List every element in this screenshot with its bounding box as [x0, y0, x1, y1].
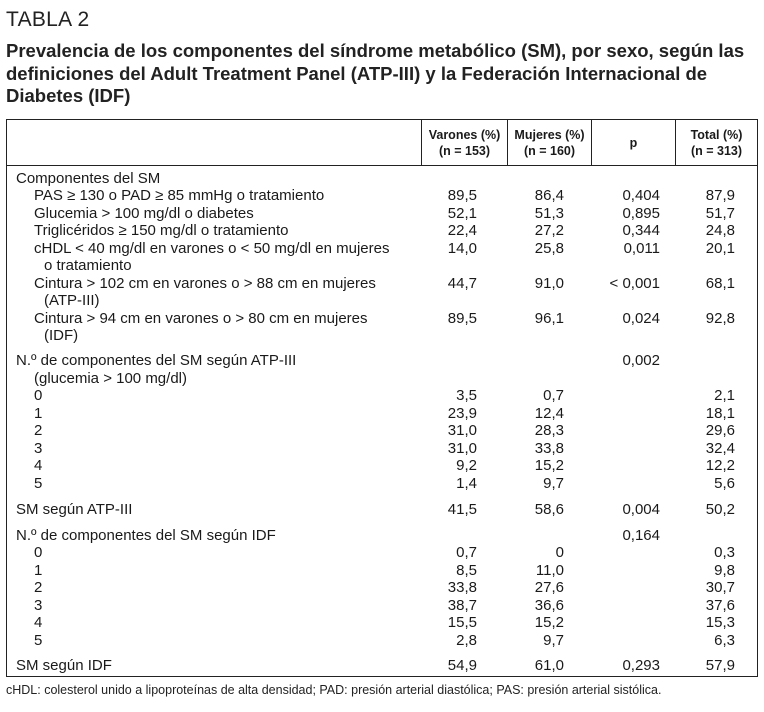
cell-mujeres: 12,4: [534, 405, 564, 422]
table-header: [7, 120, 757, 166]
header-varones-label: Varones (%): [428, 127, 501, 142]
cell-varones: 3,5: [456, 387, 477, 404]
cell-p: 0,344: [622, 222, 660, 239]
cell-varones: 54,9: [447, 657, 477, 674]
row-label: 3: [34, 597, 43, 614]
header-p: [591, 120, 675, 165]
row-label: 4: [34, 457, 43, 474]
cell-varones: 38,7: [447, 597, 477, 614]
cell-total: 37,6: [705, 597, 735, 614]
cell-p: 0,011: [623, 240, 660, 257]
table-title: Prevalencia de los componentes del síndrome metabólico (SM), por sexo, según las definiciones del Adult Treatment Panel (ATP-III) y la Federación Internacional de Diabetes (IDF): [6, 40, 745, 106]
row-label: 5: [34, 632, 43, 649]
cell-total: 30,7: [705, 579, 735, 596]
row-label: Triglicéridos ≥ 150 mg/dl o tratamiento: [34, 222, 289, 239]
cell-total: 57,9: [705, 657, 735, 674]
cell-mujeres: 36,6: [534, 597, 564, 614]
row-label: SM según IDF: [16, 657, 112, 674]
row-label: N.º de componentes del SM según IDF: [16, 527, 276, 544]
cell-p: 0,404: [622, 187, 660, 204]
header-varones-n: (n = 153): [438, 143, 491, 158]
row-label: SM según ATP-III: [16, 501, 133, 518]
header-varones: [421, 120, 507, 165]
cell-varones: 0,7: [456, 544, 477, 561]
cell-varones: 89,5: [447, 310, 477, 327]
cell-mujeres: 51,3: [534, 205, 564, 222]
cell-mujeres: 9,7: [543, 632, 564, 649]
row-label: 1: [34, 405, 43, 422]
row-label: 2: [34, 579, 43, 596]
header-p-label: p: [629, 135, 638, 150]
cell-total: 87,9: [705, 187, 735, 204]
cell-mujeres: 15,2: [534, 614, 564, 631]
row-label: 3: [34, 440, 43, 457]
cell-total: 20,1: [705, 240, 735, 257]
cell-varones: 52,1: [447, 205, 477, 222]
row-label: 5: [34, 475, 43, 492]
cell-p: 0,164: [622, 527, 660, 544]
cell-varones: 31,0: [447, 440, 477, 457]
header-mujeres-n: (n = 160): [523, 143, 576, 158]
cell-total: 12,2: [705, 457, 735, 474]
cell-mujeres: 96,1: [534, 310, 564, 327]
footnote: cHDL: colesterol unido a lipoproteínas de alta densidad; PAD: presión arterial diastólica; PAS: presión arterial sistólica.: [6, 683, 662, 697]
cell-total: 9,8: [714, 562, 735, 579]
cell-total: 32,4: [705, 440, 735, 457]
cell-total: 2,1: [714, 387, 735, 404]
row-label: cHDL < 40 mg/dl en varones o < 50 mg/dl en mujeres: [34, 240, 390, 257]
cell-mujeres: 86,4: [534, 187, 564, 204]
cell-varones: 14,0: [447, 240, 477, 257]
cell-mujeres: 27,6: [534, 579, 564, 596]
cell-total: 24,8: [705, 222, 735, 239]
cell-mujeres: 15,2: [534, 457, 564, 474]
cell-total: 0,3: [714, 544, 735, 561]
row-label: 0: [34, 387, 43, 404]
cell-mujeres: 9,7: [543, 475, 564, 492]
cell-total: 5,6: [714, 475, 735, 492]
header-total-n: (n = 313): [690, 143, 743, 158]
cell-total: 15,3: [705, 614, 735, 631]
cell-mujeres: 58,6: [534, 501, 564, 518]
row-label: o tratamiento: [44, 257, 132, 274]
cell-varones: 2,8: [456, 632, 477, 649]
cell-mujeres: 0,7: [543, 387, 564, 404]
table-label: TABLA 2: [6, 8, 90, 31]
cell-p: < 0,001: [609, 275, 660, 292]
cell-mujeres: 91,0: [534, 275, 564, 292]
cell-p: 0,895: [622, 205, 660, 222]
cell-mujeres: 0: [555, 544, 564, 561]
cell-varones: 1,4: [456, 475, 477, 492]
cell-varones: 31,0: [447, 422, 477, 439]
cell-p: 0,004: [622, 501, 660, 518]
row-label: 4: [34, 614, 43, 631]
cell-mujeres: 11,0: [535, 562, 564, 579]
row-label: N.º de componentes del SM según ATP-III: [16, 352, 297, 369]
cell-total: 92,8: [705, 310, 735, 327]
cell-varones: 89,5: [447, 187, 477, 204]
row-label: Cintura > 102 cm en varones o > 88 cm en mujeres: [34, 275, 376, 292]
header-total-label: Total (%): [690, 127, 743, 142]
row-label: (ATP-III): [44, 292, 100, 309]
row-label: 0: [34, 544, 43, 561]
cell-total: 68,1: [705, 275, 735, 292]
cell-mujeres: 61,0: [534, 657, 564, 674]
data-table: [6, 119, 758, 677]
header-mujeres-label: Mujeres (%): [514, 127, 585, 142]
row-label: Componentes del SM: [16, 170, 161, 187]
cell-varones: 23,9: [447, 405, 477, 422]
cell-varones: 22,4: [447, 222, 477, 239]
cell-total: 50,2: [705, 501, 735, 518]
cell-mujeres: 33,8: [534, 440, 564, 457]
row-label: 1: [34, 562, 43, 579]
cell-mujeres: 28,3: [534, 422, 564, 439]
row-label: (glucemia > 100 mg/dl): [34, 370, 187, 387]
cell-varones: 33,8: [447, 579, 477, 596]
row-label: Glucemia > 100 mg/dl o diabetes: [34, 205, 254, 222]
cell-varones: 8,5: [456, 562, 477, 579]
row-label: PAS ≥ 130 o PAD ≥ 85 mmHg o tratamiento: [34, 187, 325, 204]
row-label: (IDF): [44, 327, 79, 344]
cell-varones: 9,2: [456, 457, 477, 474]
row-label: 2: [34, 422, 43, 439]
cell-varones: 15,5: [447, 614, 477, 631]
cell-total: 18,1: [705, 405, 735, 422]
cell-total: 6,3: [714, 632, 735, 649]
header-total: [675, 120, 757, 165]
cell-total: 29,6: [705, 422, 735, 439]
cell-total: 51,7: [705, 205, 735, 222]
cell-varones: 44,7: [447, 275, 477, 292]
cell-mujeres: 25,8: [534, 240, 564, 257]
cell-mujeres: 27,2: [534, 222, 564, 239]
header-mujeres: [507, 120, 591, 165]
cell-varones: 41,5: [447, 501, 477, 518]
cell-p: 0,293: [622, 657, 660, 674]
cell-p: 0,002: [622, 352, 660, 369]
cell-p: 0,024: [622, 310, 660, 327]
row-label: Cintura > 94 cm en varones o > 80 cm en mujeres: [34, 310, 368, 327]
